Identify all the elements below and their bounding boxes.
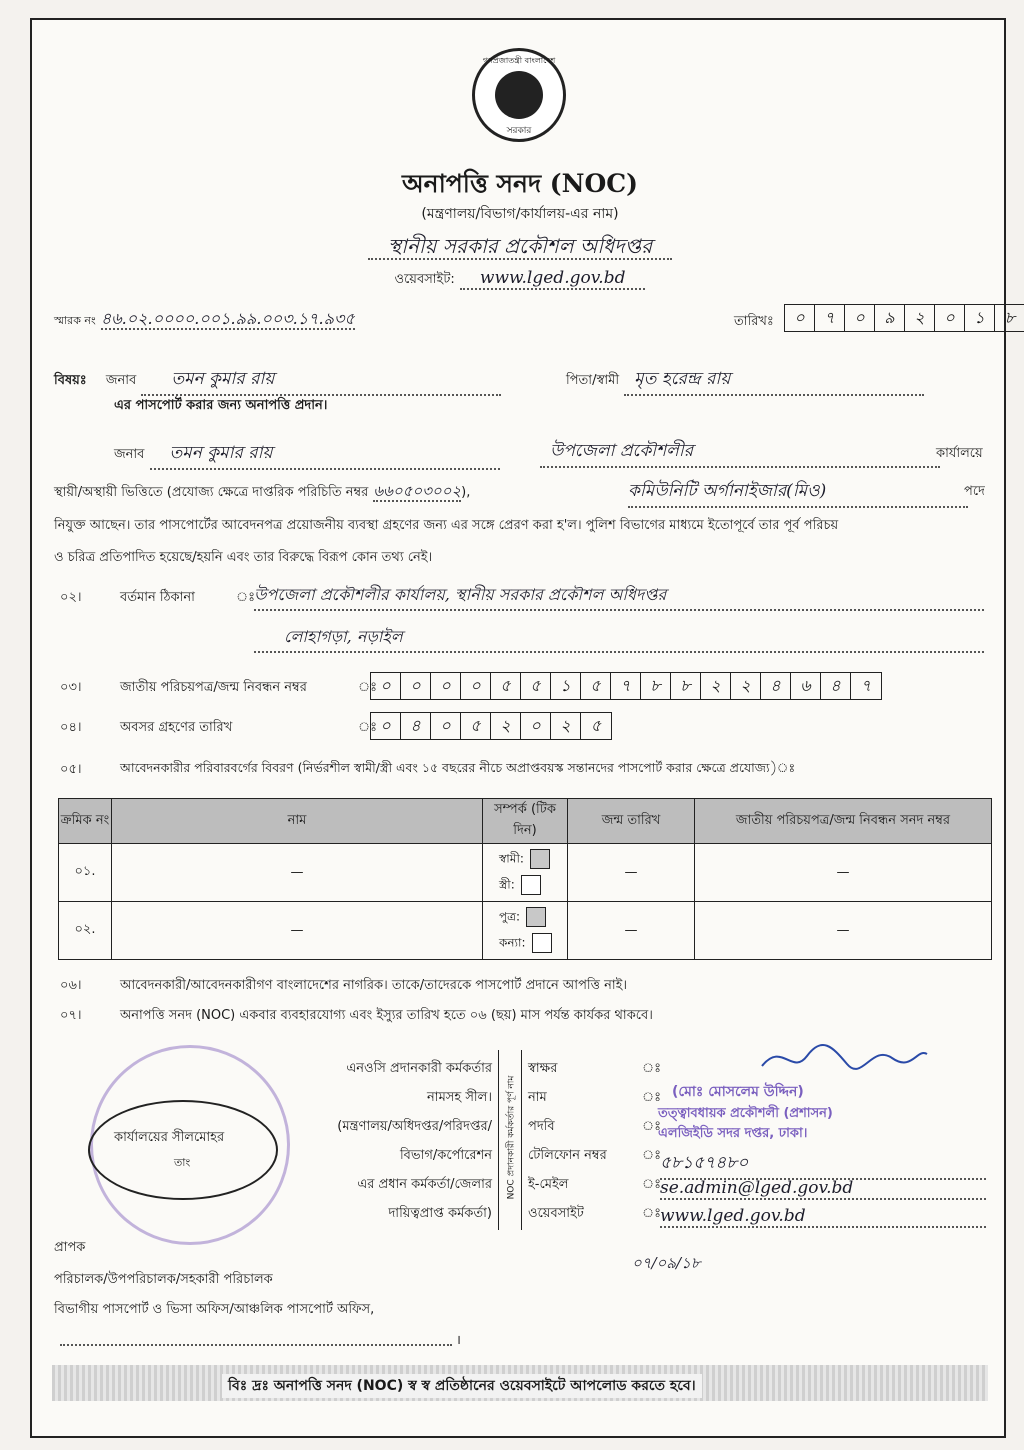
footer-note: বিঃ দ্রঃ অনাপত্তি সনদ (NOC) স্ব স্ব প্রতিষ্ঠানের ওয়েবসাইটে আপলোড করতে হবে। <box>222 1374 702 1398</box>
relation-daughter-label: কন্যা: <box>499 935 526 949</box>
son-checkbox[interactable] <box>526 907 546 927</box>
item-03-number: ০৩। <box>60 680 82 695</box>
wife-checkbox[interactable] <box>521 875 541 895</box>
seal-date-label: তাং <box>174 1156 191 1169</box>
father-name: মৃত হরেন্দ্র রায় <box>624 366 924 396</box>
validity-text: অনাপত্তি সনদ (NOC) একবার ব্যবহারযোগ্য এবং ইস্যুর তারিখ হতে ০৬ (ছয়) মাস পর্যন্ত কার্যকর থাকবে। <box>120 1008 653 1023</box>
relation-husband-label: স্বামী: <box>499 851 524 866</box>
recipient-label: প্রাপক <box>54 1240 86 1255</box>
retire-digit-box: ০ <box>521 713 551 739</box>
col-dob: জন্ম তারিখ <box>568 799 695 844</box>
signatory-line: এনওসি প্রদানকারী কর্মকর্তার <box>346 1061 492 1076</box>
col-serial: ক্রমিক নং <box>59 799 112 844</box>
relation-son-label: পুত্র: <box>499 909 521 924</box>
row-nid: — <box>695 844 992 902</box>
page-title: অনাপত্তি সনদ (NOC) <box>402 169 638 198</box>
name-label: নাম <box>528 1090 547 1105</box>
item-06-number: ০৬। <box>60 978 82 993</box>
designation-value: কমিউনিটি অর্গানাইজার(মিও) <box>628 478 968 508</box>
signatory-line: বিভাগ/কর্পোরেশন <box>399 1148 492 1163</box>
body-line-b-prefix: স্থায়ী/অস্থায়ী ভিত্তিতে (প্রযোজ্য ক্ষেত্রে দাপ্তরিক পরিচিতি নম্বর <box>54 485 369 500</box>
nid-digit-box: ৫ <box>491 673 521 699</box>
office-name: স্থানীয় সরকার প্রকৌশল অধিদপ্তর <box>368 234 672 260</box>
citizen-text: আবেদনকারী/আবেদনকারীগণ বাংলাদেশের নাগরিক। তাকে/তাদেরকে পাসপোর্ট প্রদানে আপত্তি নাই। <box>120 978 628 993</box>
col-name: নাম <box>112 799 483 844</box>
nid-boxes <box>370 672 882 700</box>
nid-digit-box: ৭ <box>860 676 872 695</box>
date-digit-box: ০ <box>845 305 875 331</box>
nid-digit-box: ৮ <box>671 673 701 699</box>
nid-digit-box: ৫ <box>581 673 611 699</box>
nid-digit-box: ৭ <box>611 673 641 699</box>
body-office: উপজেলা প্রকৌশলীর <box>540 438 940 468</box>
nid-digit-box: ৫ <box>521 673 551 699</box>
retire-digit-box: ২ <box>491 713 521 739</box>
signature-scribble <box>752 1036 932 1086</box>
address-line-1: উপজেলা প্রকৌশলীর কার্যালয়, স্থানীয় সরকার প্রকৌশল অধিদপ্তর <box>254 582 984 611</box>
signatory-description <box>282 1054 492 1228</box>
nid-digit-box: ০ <box>371 673 401 699</box>
item-04-number: ০৪। <box>60 720 82 735</box>
signatory-line: নামসহ সীল। <box>427 1090 492 1105</box>
body-office-suffix: কার্যালয়ে <box>936 446 983 461</box>
col-relation: সম্পর্ক (টিক দিন) <box>483 799 568 844</box>
government-emblem <box>472 48 566 142</box>
address-line-2: লোহাগড়া, নড়াইল <box>254 624 984 653</box>
father-label: পিতা/স্বামী <box>566 373 620 388</box>
body-paragraph-2: ও চরিত্র প্রতিপাদিত হয়েছে/হয়নি এবং তার বিরুদ্ধে বিরূপ কোন তথ্য নেই। <box>54 550 433 565</box>
stamp-name: (মোঃ মোসলেম উদ্দিন) <box>672 1084 804 1100</box>
row-serial: ০১. <box>59 844 112 902</box>
phone-value: ৫৮১৫৭৪৮০ <box>660 1150 986 1180</box>
family-label: আবেদনকারীর পরিবারবর্গের বিবরণ (নির্ভরশীল স্বামী/স্ত্রী এবং ১৫ বছরের নীচে অপ্রাপ্তবয়স্ক সন্তানদের পাসপোর্ট করার ক্ষেত্রে প্রযোজ্য)ঃ <box>120 760 796 775</box>
date-digit-box: ০ <box>785 305 815 331</box>
signatory-line: দায়িত্বপ্রাপ্ত কর্মকর্তা) <box>388 1206 492 1221</box>
official-id-number: ৬৬০৫০৩০০২ <box>373 482 462 500</box>
date-label: তারিখঃ <box>734 314 774 329</box>
body-name: তমন কুমার রায় <box>150 440 500 470</box>
row-relation <box>483 844 568 902</box>
seal-label: কার্যালয়ের সীলমোহর <box>114 1130 225 1145</box>
signatory-website-value: www.lged.gov.bd <box>660 1206 986 1228</box>
email-value: se.admin@lged.gov.bd <box>660 1178 986 1200</box>
website-label: ওয়েবসাইট: <box>394 272 455 287</box>
table-row <box>59 844 992 902</box>
nid-label: জাতীয় পরিচয়পত্র/জন্ম নিবন্ধন নম্বর <box>120 680 307 695</box>
date-digit-box: ৮ <box>1004 308 1016 327</box>
signatory-field-labels <box>528 1054 607 1228</box>
date-digit-box: ১ <box>965 305 995 331</box>
vertical-label: NOC প্রদানকারী কর্মকর্তার পূর্ণ নাম <box>506 1075 517 1200</box>
stamp-designation: তত্ত্বাবধায়ক প্রকৌশলী (প্রশাসন) <box>658 1106 833 1121</box>
date-boxes <box>784 304 1024 332</box>
designation-label: পদবি <box>528 1119 555 1134</box>
daughter-checkbox[interactable] <box>532 933 552 953</box>
date-digit-box: ০ <box>935 305 965 331</box>
subject-line2: এর পাসপোর্ট করার জন্য অনাপত্তি প্রদান। <box>114 398 328 413</box>
nid-digit-box: ৪ <box>821 673 851 699</box>
office-seal-oval <box>88 1100 278 1200</box>
website-value: www.lged.gov.bd <box>460 268 646 290</box>
address-label: বর্তমান ঠিকানা <box>120 590 195 605</box>
emblem-text-bottom: সরকার <box>506 126 532 136</box>
row-dob: — <box>568 902 695 960</box>
memo-label: স্মারক নং <box>54 314 96 327</box>
recipient-blank-line <box>60 1330 452 1346</box>
row-name: — <box>112 844 483 902</box>
family-table <box>58 798 992 960</box>
row-relation <box>483 902 568 960</box>
item-07-number: ০৭। <box>60 1008 82 1023</box>
subject-label: বিষয়ঃ <box>54 373 87 388</box>
row-dob: — <box>568 844 695 902</box>
retire-boxes <box>370 712 612 740</box>
recipient-line-end: । <box>456 1333 461 1348</box>
phone-label: টেলিফোন নম্বর <box>528 1148 607 1163</box>
retire-label: অবসর গ্রহণের তারিখ <box>120 720 233 735</box>
page-subtitle: (মন্ত্রণালয়/বিভাগ/কার্যালয়-এর নাম) <box>421 206 619 222</box>
memo-number: ৪৬.০২.০০০০.০০১.৯৯.০০৩.১৭.৯৩৫ <box>100 309 355 328</box>
nid-digit-box: ০ <box>401 673 431 699</box>
website-field-label: ওয়েবসাইট <box>528 1206 584 1221</box>
row-nid: — <box>695 902 992 960</box>
col-nid: জাতীয় পরিচয়পত্র/জন্ম নিবন্ধন সনদ নম্বর <box>695 799 992 844</box>
nid-digit-box: ৮ <box>641 673 671 699</box>
recipient-line-1: পরিচালক/উপপরিচালক/সহকারী পরিচালক <box>54 1272 273 1287</box>
signatory-line: এর প্রধান কর্মকর্তা/জেলার <box>357 1177 492 1192</box>
emblem-text-top: গণপ্রজাতন্ত্রী বাংলাদেশ <box>482 56 556 65</box>
nid-digit-box: ০ <box>431 673 461 699</box>
table-row <box>59 902 992 960</box>
subject-name: তমন কুমার রায় <box>141 366 501 396</box>
nid-digit-box: ০ <box>461 673 491 699</box>
nid-digit-box: ২ <box>701 673 731 699</box>
retire-digit-box: ০ <box>431 713 461 739</box>
signatory-line: (মন্ত্রণালয়/অধিদপ্তর/পরিদপ্তর/ <box>337 1119 492 1134</box>
subject-janab-label: জনাব <box>105 373 137 388</box>
date-digit-box: ২ <box>905 305 935 331</box>
date-digit-box: ৯ <box>875 305 905 331</box>
relation-wife-label: স্ত্রী: <box>499 877 515 891</box>
item-02-number: ০২। <box>60 590 82 605</box>
nid-digit-box: ৬ <box>791 673 821 699</box>
designation-suffix: পদে <box>964 484 985 499</box>
date-digit-box: ৭ <box>815 305 845 331</box>
retire-digit-box: ৫ <box>590 716 602 735</box>
body-paragraph-1: নিযুক্ত আছেন। তার পাসপোর্টের আবেদনপত্র প্রয়োজনীয় ব্যবস্থা গ্রহণের জন্য এর সঙ্গে প্রেরণ করা হ'ল। পুলিশ বিভাগের মাধ্যমে ইতোপূর্বে তার পূর্ব পরিচয় <box>54 518 839 533</box>
retire-digit-box: ৫ <box>461 713 491 739</box>
nid-digit-box: ১ <box>551 673 581 699</box>
row-name: — <box>112 902 483 960</box>
initial-note: ০৭/০৯/১৮ <box>632 1254 701 1272</box>
row-serial: ০২. <box>59 902 112 960</box>
stamp-org: এলজিইডি সদর দপ্তর, ঢাকা। <box>658 1126 808 1141</box>
emblem-map-icon <box>495 71 543 119</box>
retire-digit-box: ৪ <box>401 713 431 739</box>
body-janab-label: জনাব <box>114 447 145 462</box>
vertical-divider <box>498 1050 522 1230</box>
recipient-line-2: বিভাগীয় পাসপোর্ট ও ভিসা অফিস/আঞ্চলিক পাসপোর্ট অফিস, <box>54 1302 375 1317</box>
signature-label: স্বাক্ষর <box>528 1061 558 1076</box>
nid-digit-box: ২ <box>731 673 761 699</box>
email-label: ই-মেইল <box>528 1177 569 1192</box>
item-05-number: ০৫। <box>60 762 82 777</box>
nid-digit-box: ৪ <box>761 673 791 699</box>
noc-form: গণপ্রজাতন্ত্রী বাংলাদেশ সরকার অনাপত্তি সনদ (NOC) (মন্ত্রণালয়/বিভাগ/কার্যালয়-এর নাম) স্থানীয় সরকার প্রকৌশল অধিদপ্তর ওয়েবসাইট: www.lged.gov.bd স্মারক নং ৪৬.০২.০০০০.০০১.৯৯.০০৩.১৭.৯৩৫ তারিখঃ ০ ৭ ০ ৯ ২ ০ ১ ৮ বিষয়ঃ জনাব তমন কুমার রায় পিতা/স্বামী মৃত হরেন্দ্র রায় এর পাসপোর্ট করার জন্য অনাপত্তি প্রদান। জনাব তমন কুমার রায় উপজেলা প্রকৌশলীর কার্যালয়ে স্থায়ী/অস্থায়ী ভিত্তিতে (প্রযোজ্য ক্ষেত্রে দাপ্তরিক পরিচিতি নম্বর ৬৬০৫০৩০০২), কমিউনিটি অর্গানাইজার(মিও) পদে নিযুক্ত আছেন। তার পাসপোর্টের আবেদনপত্র প্রয়োজনীয় ব্যবস্থা গ্রহণের জন্য এর সঙ্গে প্রেরণ করা হ'ল। পুলিশ বিভাগের মাধ্যমে ইতোপূর্বে তার পূর্ব পরিচয় ও চরিত্র প্রতিপাদিত হয়েছে/হয়নি এবং তার বিরুদ্ধে বিরূপ কোন তথ্য নেই। ০২। বর্তমান ঠিকানা ঃ উপজেলা প্রকৌশলীর কার্যালয়, স্থানীয় সরকার প্রকৌশল অধিদপ্তর লোহাগড়া, নড়াইল ০৩। জাতীয় পরিচয়পত্র/জন্ম নিবন্ধন নম্বর ঃ ০ ০ ০ ০ ৫ ৫ ১ ৫ ৭ ৮ ৮ ২ ২ ৪ ৬ ৪ ৭ ০৪। অবসর গ্রহণের তারিখ ঃ ০ ৪ ০ ৫ ২ ০ ২ ৫ ০৫। আবেদনকারীর পরিবারবর্গের বিবরণ (নির্ভরশীল স্বামী/স্ত্রী এবং ১৫ বছরের নীচে অপ্রাপ্তবয়স্ক সন্তানদের পাসপোর্ট করার ক্ষেত্রে প্রযোজ্য)ঃ ক্রমিক নং নাম সম্পর্ক (টিক দিন) জন্ম তারিখ জাতীয় পরিচয়পত্র/জন্ম নিবন্ধন সনদ নম্বর ০১. — স্বামী: স্ত্রী: — — ০২. — পুত্র: কন্যা: — — ০৬। আবেদনকারী/আবেদনকারীগণ বাংলাদেশের নাগরিক। তাকে/তাদেরকে পাসপোর্ট প্রদানে আপত্তি নাই। ০৭। অনাপত্তি সনদ (NOC) একবার ব্যবহারযোগ্য এবং ইস্যুর তারিখ হতে ০৬ (ছয়) মাস পর্যন্ত কার্যকর থাকবে। কার্যালয়ের সীলমোহর তাং এনওসি প্রদানকারী কর্মকর্তার নামসহ সীল। (মন্ত্রণালয়/অধিদপ্তর/পরিদপ্তর/ বিভাগ/কর্পোরেশন এর প্রধান কর্মকর্তা/জেলার দায়িত্বপ্রাপ্ত কর্মকর্তা) NOC প্রদানকারী কর্মকর্তার পূর্ণ নাম স্বাক্ষর নাম পদবি টেলিফোন নম্বর ই-মেইল ওয়েবসাইট ঃ ঃ ঃ ঃ ঃ ঃ (মোঃ মোসলেম উদ্দিন) তত্ত্বাবধায়ক প্রকৌশলী (প্রশাসন) এলজিইডি সদর দপ্তর, ঢাকা। ৫৮১৫৭৪৮০ se.admin@lged.gov.bd www.lged.gov.bd ০৭/০৯/১৮ প্রাপক পরিচালক/উপপরিচালক/সহকারী পরিচালক বিভাগীয় পাসপোর্ট ও ভিসা অফিস/আঞ্চলিক পাসপোর্ট অফিস, । বিঃ দ্রঃ অনাপত্তি সনদ (NOC) স্ব স্ব প্রতিষ্ঠানের ওয়েবসাইটে আপলোড করতে হবে। <box>30 18 1006 1438</box>
husband-checkbox[interactable] <box>530 849 550 869</box>
retire-digit-box: ২ <box>551 713 581 739</box>
retire-digit-box: ০ <box>371 713 401 739</box>
